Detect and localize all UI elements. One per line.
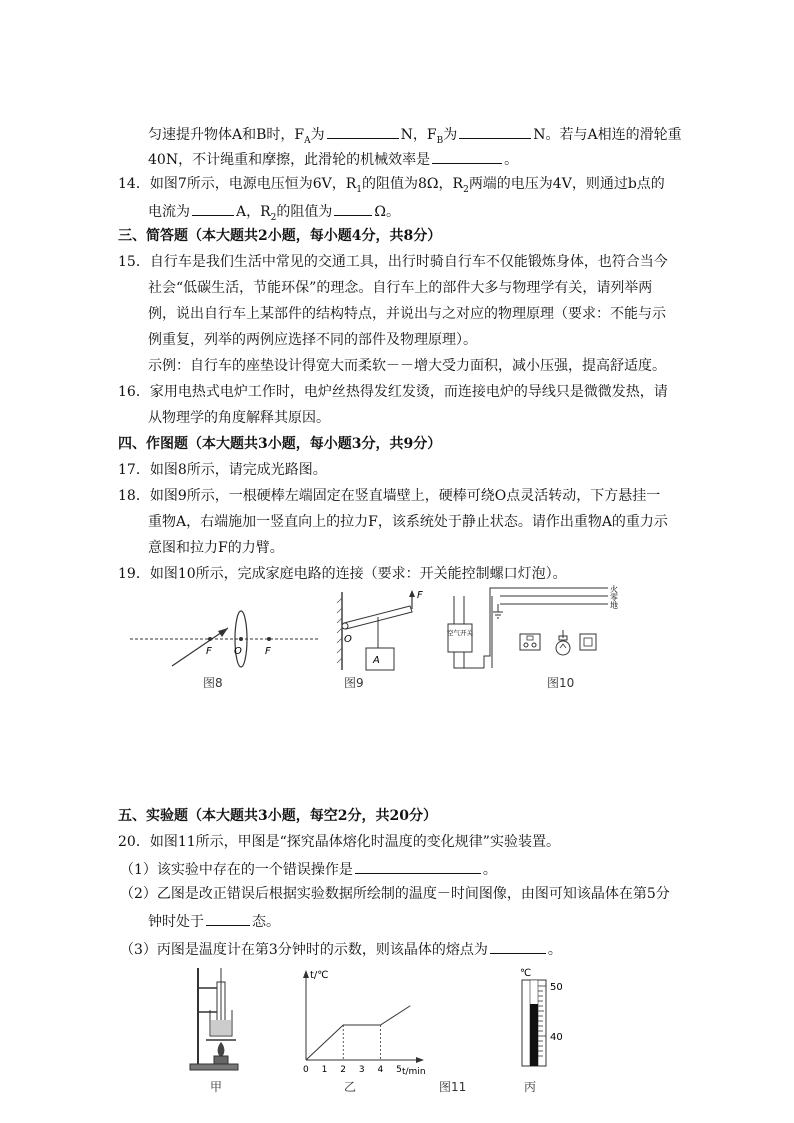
figure-8-lens: [120, 606, 330, 676]
q19: 19．如图10所示，完成家庭电路的连接（要求：开关能控制螺口灯泡）。: [118, 566, 567, 582]
answer-blank-melting-point[interactable]: [490, 938, 546, 954]
q13-line2: [148, 148, 518, 170]
section-3-heading: 三、简答题（本大题共2小题，每小题4分，共8分）: [118, 228, 442, 244]
subscript: 1: [356, 184, 363, 195]
q15-example: 示例：自行车的座垫设计得宽大而柔软－－增大受力面积，减小压强，提高舒适度。: [148, 358, 666, 374]
q20-part2-line1: （2）乙图是改正错误后根据实验数据所绘制的温度－时间图像，由图可知该晶体在第5分: [120, 886, 670, 902]
figure-11-caption: 图11: [439, 1080, 467, 1094]
figure-8-caption: 图8: [203, 676, 223, 690]
figure-9-lever: [330, 586, 440, 676]
label-breaker: 空气开关: [447, 629, 473, 637]
text: 匀速提升物体A和B时，F: [148, 127, 305, 143]
x-axis-label: t/min: [402, 1067, 426, 1076]
q16-line1: 16．家用电热式电炉工作时，电炉丝热得发红发烫，而连接电炉的导线只是微微发热，请: [118, 384, 668, 400]
label-f: F: [417, 590, 423, 601]
label-o: O: [344, 634, 352, 645]
answer-blank-efficiency[interactable]: [432, 148, 502, 164]
x-tick-label: 4: [377, 1065, 384, 1075]
subscript: B: [436, 135, 444, 146]
text: 钟时处于: [148, 914, 204, 930]
subscript: A: [304, 135, 311, 146]
figure-11-graph: [294, 964, 430, 1076]
figure-11-jia: 甲: [210, 1080, 223, 1094]
q13-line1: [148, 123, 682, 151]
figure-11-thermometer: [508, 964, 578, 1072]
subscript: 2: [270, 212, 277, 223]
answer-blank-current[interactable]: [192, 200, 234, 216]
label-ground: 地: [610, 601, 618, 610]
q14-line2: [148, 200, 400, 228]
text: 两端的电压为4V，则通过b点的: [468, 176, 665, 192]
q14-line1: [118, 174, 665, 200]
label-o: O: [234, 646, 242, 657]
q15-line2: 社会“低碳生活，节能环保”的理念。自行车上的部件大多与物理学有关，请列举两: [148, 280, 653, 296]
q18-line1: 18．如图9所示，一根硬棒左端固定在竖直墙壁上，硬棒可绕O点灵活转动，下方悬挂一: [118, 488, 661, 504]
x-tick-label: 1: [321, 1065, 328, 1075]
thermometer-unit: ℃: [520, 968, 532, 979]
text: 14．如图7所示，电源电压恒为6V，R: [118, 176, 357, 192]
q15-line4: 例重复，列举的两例应选择不同的部件及物理原理）。: [148, 332, 477, 348]
label-live: 火: [610, 585, 618, 594]
label-f-left: F: [206, 646, 212, 657]
text: 电流为: [148, 204, 190, 220]
section-5-heading: 五、实验题（本大题共3小题，每空2分，共20分）: [118, 808, 437, 824]
x-tick-label: 2: [340, 1065, 346, 1075]
answer-blank-state[interactable]: [206, 910, 250, 926]
answer-blank-resistance[interactable]: [334, 200, 372, 216]
q15-line1: 15．自行车是我们生活中常见的交通工具，出行时骑自行车不仅能锻炼身体，也符合当今: [118, 254, 668, 270]
text: 的阻值为8Ω，R: [362, 176, 464, 192]
text: Ω。: [374, 204, 400, 220]
text: 。: [504, 152, 519, 168]
figure-10-circuit: [440, 582, 640, 678]
q18-line2: 重物A，右端施加一竖直向上的拉力F，该系统处于静止状态。请作出重物A的重力示: [148, 514, 668, 530]
text: 为: [310, 127, 325, 143]
q16-line2: 从物理学的角度解释其原因。: [148, 410, 330, 426]
text: 40N，不计绳重和摩擦，此滑轮的机械效率是: [148, 152, 431, 168]
thermometer-40: 40: [550, 1032, 563, 1043]
q17: 17．如图8所示，请完成光路图。: [118, 462, 327, 478]
section-4-heading: 四、作图题（本大题共3小题，每小题3分，共9分）: [118, 436, 442, 452]
text: N，F: [400, 127, 437, 143]
label-neutral: 零: [610, 593, 618, 602]
temperature-curve: [306, 1006, 410, 1060]
figure-11-yi: 乙: [344, 1080, 357, 1094]
text: （3）丙图是温度计在第3分钟时的示数，则该晶体的熔点为: [120, 942, 488, 958]
q20-part3: [120, 938, 562, 960]
x-tick-label: 5: [396, 1065, 402, 1075]
y-axis-label: t/℃: [310, 970, 329, 981]
q20-intro: 20．如图11所示，甲图是“探究晶体熔化时温度的变化规律”实验装置。: [118, 834, 560, 850]
text: A，R: [236, 204, 271, 220]
text: N。若与A相连的滑轮重: [533, 127, 682, 143]
answer-blank-fb[interactable]: [459, 123, 531, 139]
label-f-right: F: [265, 646, 271, 657]
text: （1）该实验中存在的一个错误操作是: [120, 862, 353, 878]
subscript: 2: [463, 184, 469, 195]
text: 为: [443, 127, 458, 143]
q20-part1: [120, 858, 497, 880]
text: 态。: [252, 914, 280, 930]
figure-11-apparatus: [186, 964, 246, 1076]
q20-part2-line2: [148, 910, 280, 932]
x-tick-label: 3: [358, 1065, 365, 1075]
q15-line3: 例，说出自行车上某部件的结构特点，并说出与之对应的物理原理（要求：不能与示: [148, 306, 666, 322]
label-a: A: [373, 655, 380, 666]
figure-10-caption: 图10: [547, 676, 575, 690]
text: 。: [547, 942, 562, 958]
thermometer-50: 50: [550, 982, 563, 993]
q18-line3: 意图和拉力F的力臂。: [148, 540, 284, 556]
text: 的阻值为: [276, 204, 333, 220]
figure-11-bing: 丙: [524, 1080, 537, 1094]
text: 。: [482, 862, 497, 878]
answer-blank-error[interactable]: [355, 858, 481, 874]
answer-blank-fa[interactable]: [327, 123, 399, 139]
figure-9-caption: 图9: [344, 676, 364, 690]
x-tick-label: 0: [303, 1065, 309, 1075]
